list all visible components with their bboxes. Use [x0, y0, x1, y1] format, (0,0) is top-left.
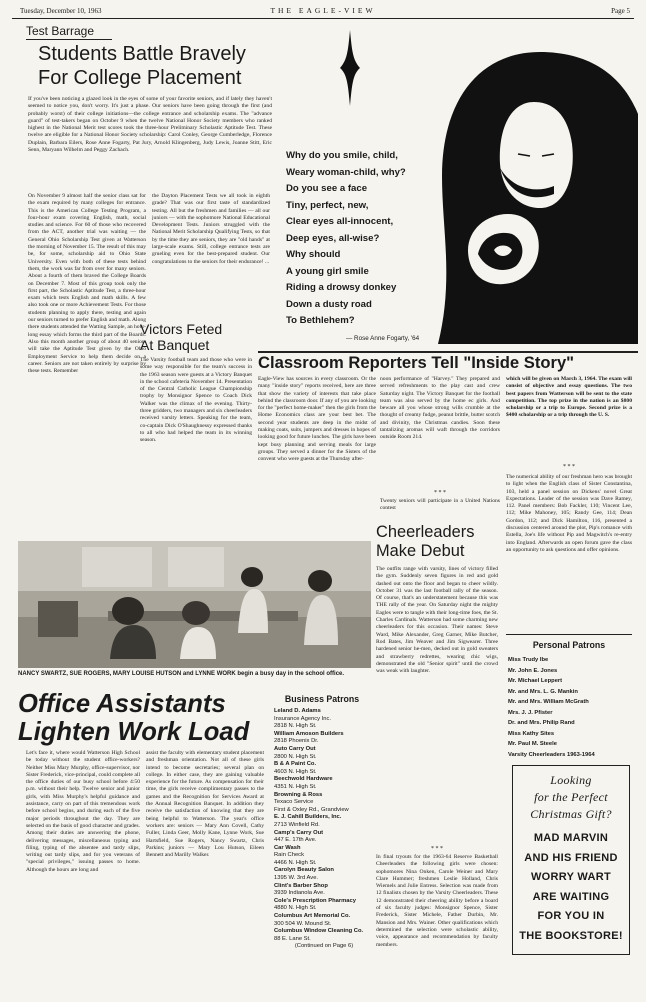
poem-line: Weary woman-child, why? — [286, 166, 406, 178]
bookstore-ad — [512, 765, 630, 955]
list-item: Mrs. J. J. Pfister — [508, 709, 553, 716]
list-item: Auto Carry Out 2800 N. High St. — [274, 745, 317, 760]
office-headline-line2: Lighten Work Load — [18, 718, 250, 746]
list-item: B & A Paint Co. 4603 N. High St. — [274, 761, 317, 775]
list-item: 2818 N. High St. — [274, 723, 317, 730]
ad-line: WORRY WART — [531, 871, 611, 883]
poem-line: Deep eyes, all-wise? — [286, 232, 380, 244]
list-item: Dr. and Mrs. Philip Rand — [508, 720, 575, 726]
poem-line: A young girl smile — [286, 265, 369, 277]
list-item: Columbus Art Memorial Co. 300 504 W. Mound St. — [274, 913, 351, 927]
business-patrons-list — [274, 708, 374, 951]
list-item: Carolyn Beauty Salon 1395 W. 3rd Ave. — [274, 867, 334, 882]
classroom-column-3: which will be given on March 3, 1964. The exam will consist of objective and essay questions. The two best papers from Watterson will be sent to the state competition. The top prize in the nation is an $800 scholarship or a trip to Europe. Second prize is a $400 scholarship or a trip through the U. S. — [506, 376, 632, 419]
poem-line: Tiny, perfect, new, — [286, 199, 369, 211]
victors-headline-line2: At Banquet — [140, 337, 210, 353]
ad-line: ARE WAITING — [532, 890, 610, 903]
test-kicker: Test Barrage — [26, 24, 95, 38]
office-column-1: Let's face it, where would Watterson High School be today without the student office-workers? Neither Miss Mary Murphy, office-supervisor, nor Sister Frederick, vice-principal, could complete all the office duties of our busy school before 4:50 p.m. without their help. Twelve senior and junior girls, with Miss Murphy's helpful guidance and assistance, carry on part of this tremendous work before school begins, and during each of the five major periods throughout the day. They are selected on the basis of good character and grades. Among their duties are answering the phone, delivering messages, miscellaneous typing and filing, typing of the absentee and tardy slips, writing out tardy slips, and for you veterans of "special privileges," issuing passes to home. Although the hours are long and — [26, 750, 140, 873]
list-item: Car Wash Rain Check — [274, 844, 304, 859]
ad-line: for the Perfect — [534, 790, 608, 804]
list-item: First & Oxley Rd., Grandview — [274, 806, 349, 813]
kicker-underline — [26, 39, 112, 40]
cheer-body: The outfits range with varsity, lines of victory filled the gym. Suddenly seven figures in red and gold dashed out onto the floor and began to cheer wildly. October 31 was the last football rally of the season. Of course, that's an understatement because this was THE rally of the year. On Saturday night the mighty Eagles were to tangle with their long-time foes, the St. Charles Cardinals. Watterson had some charming new cheerleaders for this occasion. Their names: Steve Ward, Mike Alexander, Greg Garner, Mike Butcher, Rod Bates, Jim Weaver and Jim Sigwearer. Three hardened senior he-men, decked out in gold sweaters and strawberry redrettes, wearing chic wigs, demonstrated the old "Senior spirit" until the crowd was weak with laughter. — [376, 566, 498, 675]
classroom-headline: Classroom Reporters Tell "Inside Story" — [258, 353, 575, 372]
issue-date: Tuesday, December 10, 1963 — [20, 7, 102, 15]
personal-patrons-title: Personal Patrons — [532, 640, 606, 650]
test-column-1: On November 9 almost half the senior class sat for the exam required by many colleges for entrance. This is the American College Testing Program, a four-hour exam covering English, math, social studies and science. For 60 of those who recovered from the ACT, another trial was waiting — the General Ohio Scholarship Test given at Watterson the morning of November 15. The result of this may be, for some, scholarship aid to Ohio State University. Even with both of these tests behind them, the work was far from over for many seniors. About a fourth of them braved the College Boards on December 7. Most of this group took only the first part, the Scholastic Aptitude Test, a three-hour exam which tests English and math skills. A few also took one or more Achievement Tests. For those students planning to apply there, testing and again our seniors turned to prefer English and math. Along there students attended the Watting Sample, an hour-long essay which forms the third part of the Boards. Also this month another group of about 40 seniors will take the Aptitude Test given by the Ohio Employment Service to help them decide on a career. Seniors are not taken entirely by surprise by these tests. Remember — [28, 193, 146, 375]
list-item: Camp's Carry Out 447 E. 17th Ave. — [274, 829, 324, 844]
section-separator: * * * — [563, 464, 575, 470]
list-item: Cole's Prescription Pharmacy 4880 N. High St. — [274, 897, 356, 912]
business-patrons-title: Business Patrons — [284, 694, 360, 704]
office-photo — [18, 541, 371, 668]
poem-line: Riding a drowsy donkey — [286, 282, 397, 293]
classroom-un-contest: Twenty seniors will participate in a United Nations contest — [380, 498, 500, 512]
classroom-column-3b: The numerical ability of our freshman hero was brought to light when the English class of Sister Constantina, 103, held a panel session on Dickens' novel Great Expectations. Leader of the session was Dave Ramey, 112. Panel members: Bob Fackler, 110; Vincent Lee, 112; Mike Mahoney, 105; Randy Gee, 114; Dean Gordon, 112; and Dick Hamilton, 116, presented a discussion centered around the plot, Pip's romance with Estella, Joe's life without Pip and Magwitch's re-entry into England. Afterwards an open forum gave the class an opportunity to ask questions and offer opinions. — [506, 474, 632, 553]
classroom-column-1: Eagle-View has sources in every classroom. Or the many "inside story" reports received, here are three that show the variety of interests that take place behind the classroom door. If any of you are looking for the "perfect home-maker" then the girls from the Home Economics class are your best bet. The second year students are deep in the midst of making coats, suits, jumpers and dresses in hopes of looking good for future lunches. The girls have been kept busy planning and serving meals for large groups. They served a dinner for the Sisters of the convent who were guests at the Thursday after- — [258, 376, 376, 463]
personal-patrons-list — [508, 655, 634, 760]
list-item: Mr. Paul M. Steele — [508, 741, 557, 747]
ad-line: MAD MARVIN — [533, 832, 609, 844]
list-item: William Amoson Builders 2818 Phoenix Dr. — [274, 730, 344, 745]
cheer-headline-line2: Make Debut — [376, 542, 465, 560]
classroom-column-2: noon performance of "Harvey." They prepared and served refreshments to the play cast and crew Saturday night. The Victory Banquet for the football team was also served by the home ec girls. And beware all you whose strong wills crumble at the thought of creamy fudge, peanut brittle, butter scotch and divinity, the Christmas candies. Soon these tantalizing aromas will waft through the corridors outside Room 214. — [380, 376, 500, 441]
victors-body: The Varsity football team and those who were in some way responsible for the team's success in the 1963 season were guests at a Victory Banquet in the school cafeteria November 14. Presentation of the Central Catholic League Championship trophy by Monsignor Spence to Coach Dick Walker was the climax of the evening. Thirty-three gridders, two managers and six cheerleaders received varsity letters. Speaking for the team, co-captain Dick O'Shaughnessy expressed thanks to all who had helped the team in its winning season. — [140, 357, 252, 444]
list-item: Columbus Window Cleaning Co. 88 E. Lane St. — [274, 928, 364, 942]
ad-line: THE BOOKSTORE! — [519, 929, 623, 942]
list-item: Mr. and Mrs. L. G. Mankin — [508, 688, 578, 695]
poem-line: Why should — [286, 249, 341, 260]
list-item: Mr. John E. Jones — [508, 667, 558, 674]
paper-name: THE EAGLE-VIEW — [270, 6, 376, 15]
ad-line: Christmas Gift? — [530, 807, 612, 821]
ad-line: FOR YOU IN — [537, 910, 605, 922]
list-item: Clint's Barber Shop 3939 Indianola Ave. — [274, 882, 328, 897]
list-item: Varsity Cheerleaders 1963-1964 — [508, 751, 595, 758]
list-item: 4466 N. High St. — [274, 859, 317, 866]
section-separator: * * * — [431, 846, 443, 852]
list-item: Miss Trudy Ibe — [508, 657, 549, 663]
patrons-rule — [506, 634, 632, 635]
office-column-2: assist the faculty with elementary student placement and freshman orientation. Not all of these girls intend to become secretaries; several plan on college. In either case, they are gaining valuable experience for the future. As compensation for their time, the girls receive complimentary passes to the games and the Recognition for Services Award at the Annual Recognition Banquet. In addition they receive the satisfaction of knowing that they are being helpful to Watterson. The year's office workers are: seniors — Mary Ann Covell, Cathy Fuller, Linda Geer, Molly Kane, Lynne Work, Sue Hartsfield, Sue Rogers, Nancy Swartz, Chris Parkins; juniors — Mary Lou Hutson, Eileen Bennett and Marilly Walker. — [146, 750, 264, 859]
poem-line: Do you see a face — [286, 183, 368, 194]
poem-line: Why do you smile, child, — [286, 150, 398, 161]
star-icon — [340, 30, 360, 106]
test-headline-line1: Students Battle Bravely — [38, 43, 246, 65]
list-item: Miss Kathy Sites — [508, 730, 555, 737]
list-item: Mr. and Mrs. William McGrath — [508, 699, 589, 705]
test-column-2: the Dayton Placement Tests we all took in eighth grade? That was our first taste of standardized testing. All but the freshmen and families — all our juniors — with the sophomore National Educational Development Tests. Juniors struggled with the National Merit Scholarship Qualifying Tests, so that by the time they are seniors, they are "old hands" at large-scale exams. Still, college entrance tests are grueling even for the best-prepared student. Our congratulations to the seniors for their endurance! ... — [152, 193, 270, 265]
cheer-tryouts-body: In final tryouts for the 1963-64 Reserve Basketball Cheerleaders the following girls were chosen: sophomores Nina Onken, Carole Weiner and Mary Clare Hummer; freshmen Leslie Holland, Chris Wiemels and Julie Entress. Selection was made from 12 finalists chosen by the Varsity Cheerleaders. These 12 demonstrated their cheering ability before a board of six faculty judges: Monsignor Spence, Sister Frederick, Sister Michele, Father Durbin, Mr. Mansion and Mrs. Wainer. Other qualifications which determined the selection were scholastic ability, voice, appearance and recommendation by faculty members. — [376, 854, 498, 948]
page-number: Page 5 — [611, 7, 630, 15]
ad-line: Looking — [550, 773, 592, 787]
test-lead-paragraph: If you've been noticing a glazed look in the eyes of some of your favorite seniors, and if lately they haven't seemed to notice you, don't worry. It's just a phase. Our seniors have been going through the first (and probably worst) of their college initiations—the college entrance and scholarship exams. The "advance guard" of test-takers began on October 9 when the twelve National Honor Society members who ranked highest in the National Merit test scores took the three-hour Preliminary Scholastic Aptitude Test. These twelve are eligible for a National Honor Society scholarship: Carol Conley, George Cumberledge, Florence Duplain, Barbara Eilers, Rose Anne Fogarty, Pat Jury, Arnold Klingenberg, Judy Lewis, Joanne Stitt, Eric Senn, Maryann Wilhelm and Peggy Zachach. — [28, 96, 272, 154]
masthead — [12, 4, 634, 19]
photo-caption: NANCY SWARTZ, SUE ROGERS, MARY LOUISE HUTSON and LYNNE WORK begin a busy day in the school office. — [18, 671, 345, 677]
list-item: Browning & Ross Texaco Service — [274, 791, 323, 806]
poem-line: Down a dusty road — [286, 298, 372, 310]
test-headline-line2: For College Placement — [38, 67, 242, 89]
ad-line: AND HIS FRIEND — [524, 851, 618, 864]
list-item: Leland D. Adams Insurance Agency Inc. — [274, 708, 332, 722]
poem-author: — Rose Anne Fogarty, '64 — [346, 335, 420, 342]
list-item: Beechwold Hardware 4351 N. High St. — [274, 776, 333, 790]
list-item: Mr. Michael Leppert — [508, 678, 563, 684]
cheer-headline-line1: Cheerleaders — [376, 523, 475, 541]
continued-note: (Continued on Page 6) — [294, 943, 354, 950]
poem-line: To Bethlehem? — [286, 315, 355, 326]
victors-headline-line1: Victors Feted — [140, 321, 223, 337]
poem-line: Clear eyes all-innocent, — [286, 216, 394, 227]
poem — [286, 148, 476, 330]
office-headline-line1: Office Assistants — [18, 690, 226, 718]
list-item: E. J. Cahill Builders, Inc. 2713 Winfield Rd. — [274, 814, 342, 828]
section-separator: * * * — [434, 490, 446, 496]
